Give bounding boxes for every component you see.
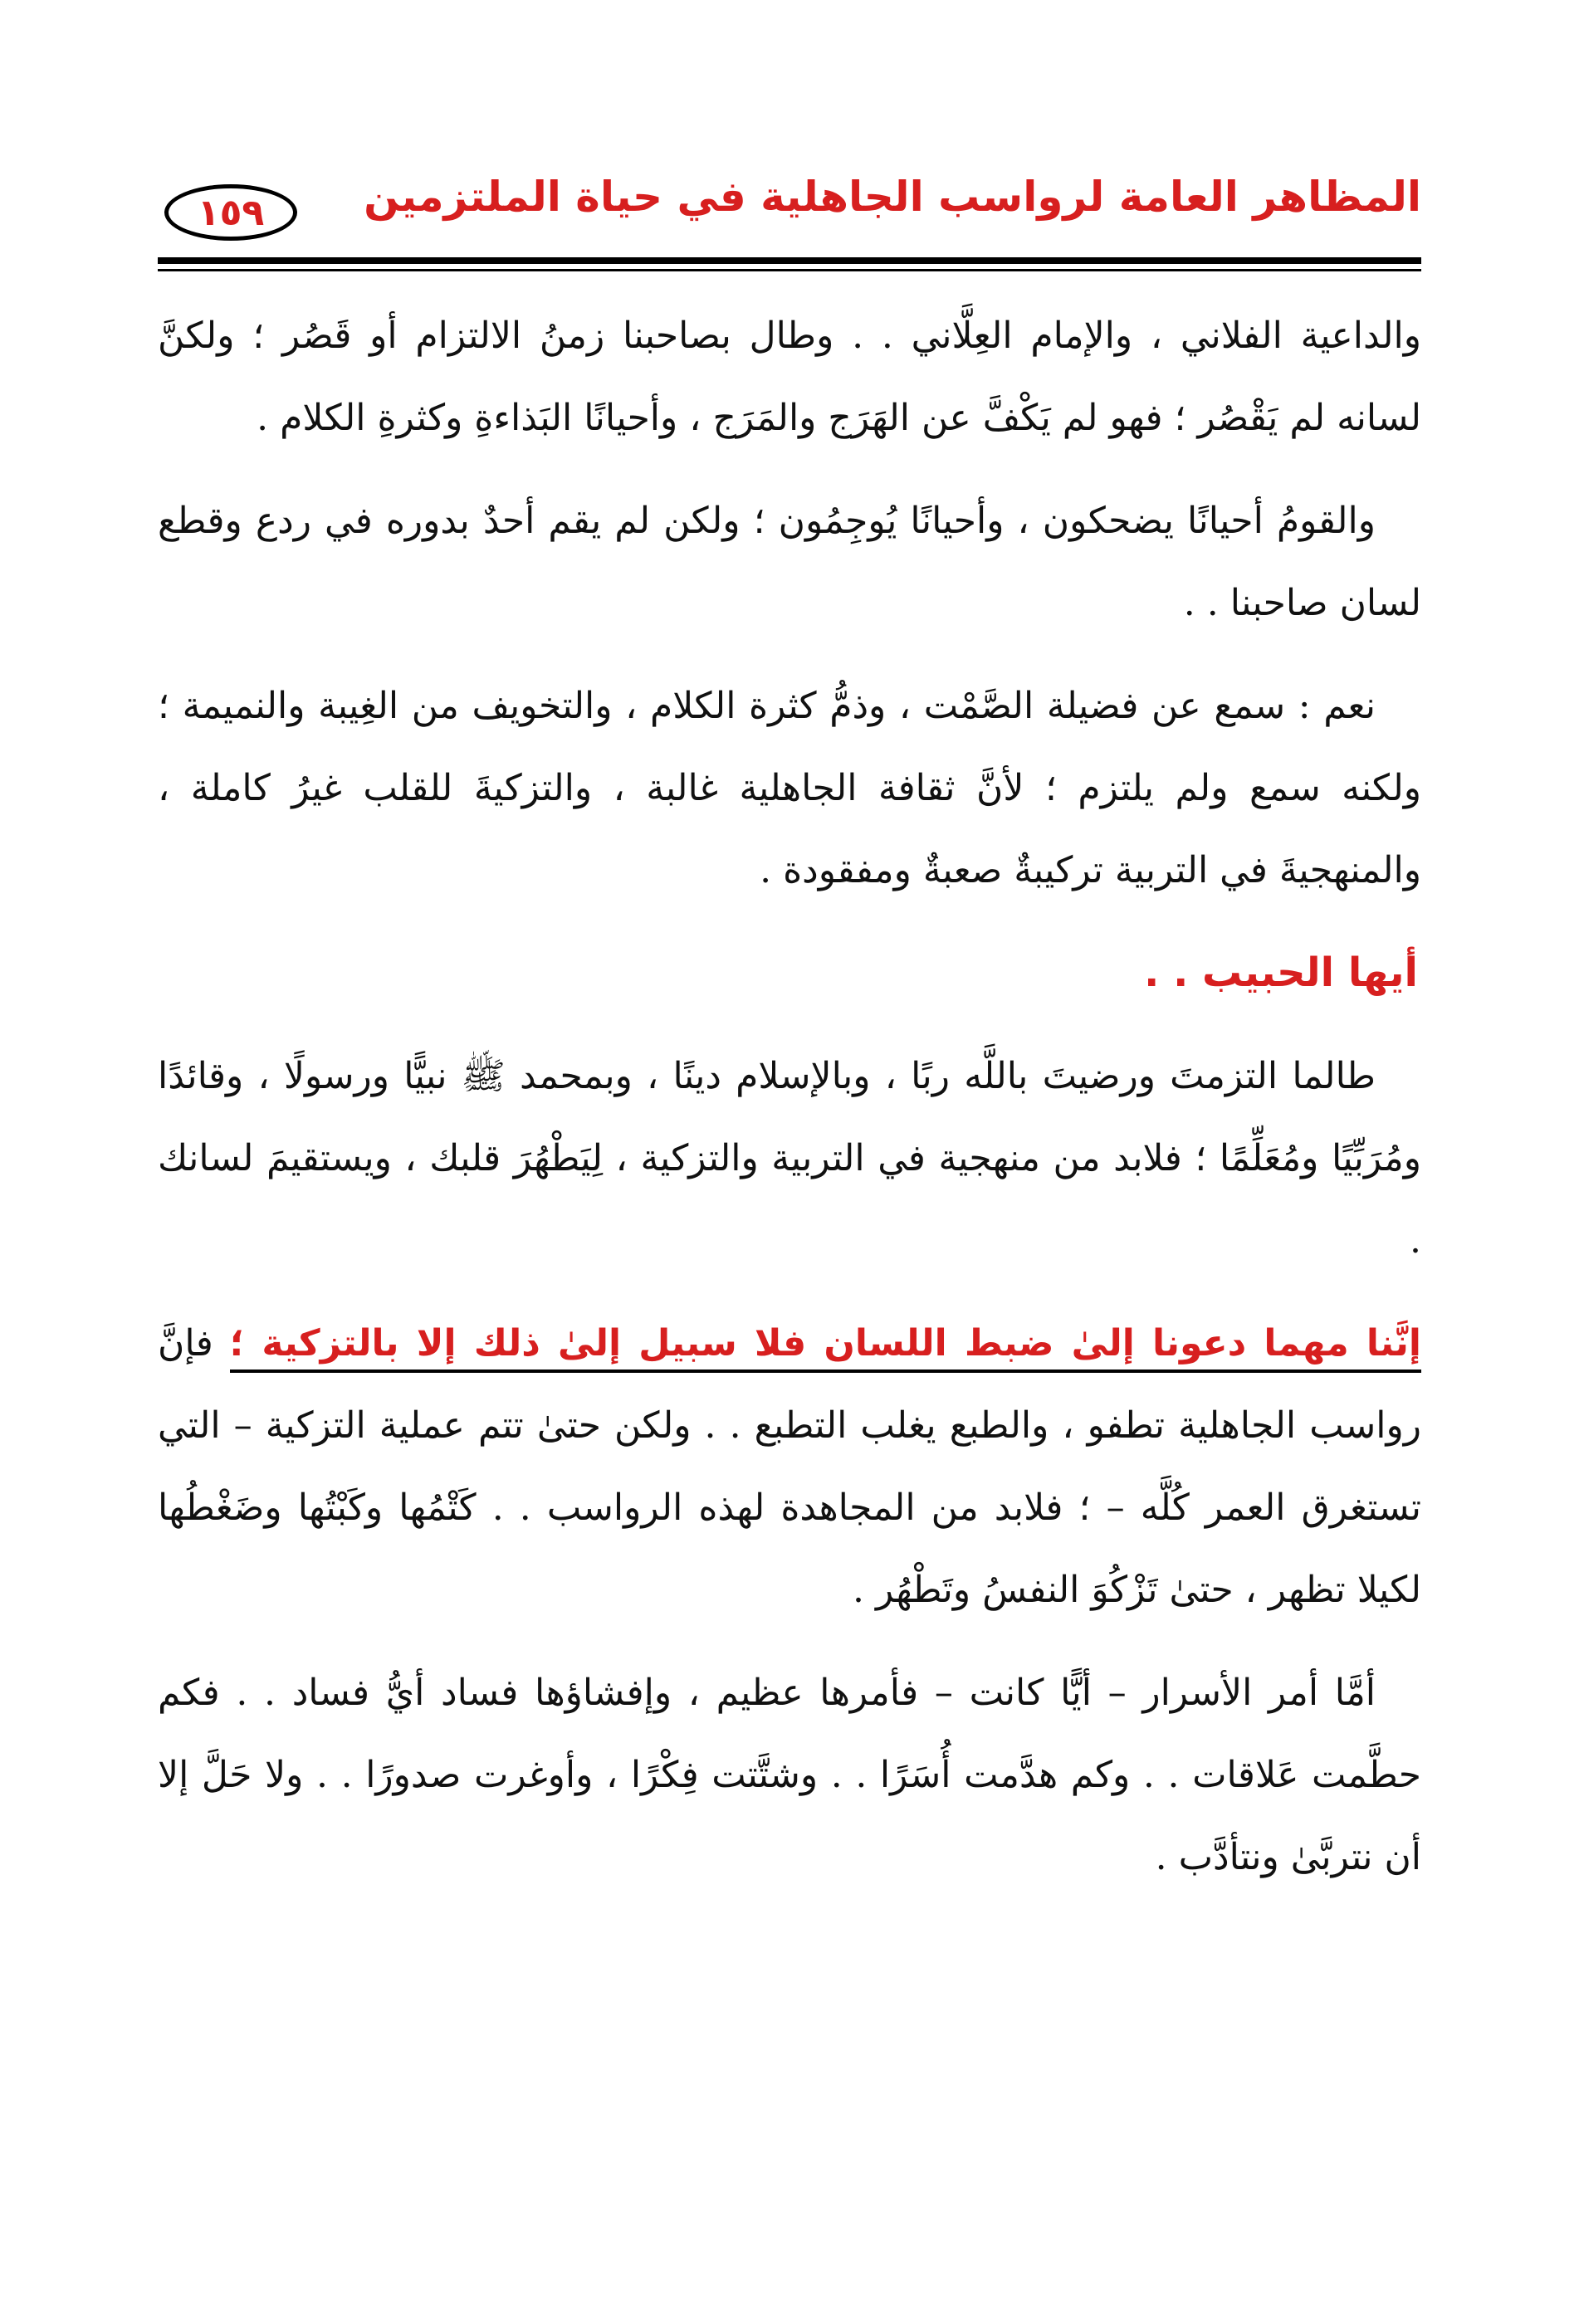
paragraph-6: أمَّا أمر الأسرار – أيًّا كانت – فأمرها عظيم ، وإفشاؤها فساد أيُّ فساد . . فكم حطَّمت عَلاقات . . وكم هدَّمت أُسَرًا . . وشتَّتت فِكْرًا ، وأوغرت صدورًا . . ولا حَلَّ إلا أن نتربَّىٰ ونتأدَّب .: [158, 1672, 1421, 1878]
header-rule-thick: [158, 257, 1421, 264]
running-title: المظاهر العامة لرواسب الجاهلية في حياة الملتزمين: [364, 173, 1421, 221]
paragraph-5: [158, 1302, 1421, 1631]
paragraph-5-rest: فإنَّ رواسب الجاهلية تطفو ، والطبع يغلب التطبع . . ولكن حتىٰ تتم عملية التزكية – التي تستغرق العمر كُلَّه – ؛ فلابد من المجاهدة لهذه الرواسب . . كَتْمُها وكَبْتُها وضَغْطُها لكيلا تظهر ، حتىٰ تَزْكُوَ النفسُ وتَطْهُر .: [158, 1322, 1421, 1611]
section-heading: أيها الحبيب . .: [1144, 950, 1418, 996]
paragraph-1: والداعية الفلاني ، والإمام العِلَّاني . . وطال بصاحبنا زمنُ الالتزام أو قَصُر ؛ ولكنَّ لسانه لم يَقْصُر ؛ فهو لم يَكْفَّ عن الهَرَج والمَرَج ، وأحيانًا البَذاءةِ وكثرةِ الكلام .: [158, 315, 1421, 439]
page-header: [158, 166, 1421, 257]
emphasized-sentence: إنَّنا مهما دعونا إلىٰ ضبط اللسان فلا سبيل إلىٰ ذلك إلا بالتزكية ؛: [230, 1322, 1421, 1373]
page-body: [158, 295, 1421, 1919]
paragraph-4: طالما التزمتَ ورضيتَ باللَّه ربًا ، وبالإسلام دينًا ، وبمحمد ﷺ نبيًّا ورسولًا ، وقائدًا ومُرَبِّيًا ومُعَلِّمًا ؛ فلابد من منهجية في التربية والتزكية ، لِيَطْهُرَ قلبك ، ويستقيمَ لسانك .: [158, 1055, 1421, 1262]
paragraph-2: والقومُ أحيانًا يضحكون ، وأحيانًا يُوجِمُون ؛ ولكن لم يقم أحدٌ بدوره في ردع وقطع لسان صاحبنا . .: [158, 500, 1421, 624]
page-number-badge: ١٥٩: [164, 184, 297, 241]
header-rule-thin: [158, 269, 1421, 271]
paragraph-3: نعم : سمع عن فضيلة الصَّمْت ، وذمُّ كثرة الكلام ، والتخويف من الغِيبة والنميمة ؛ ولكنه سمع ولم يلتزم ؛ لأنَّ ثقافة الجاهلية غالبة ، والتزكيةَ للقلب غيرُ كاملة ، والمنهجيةَ في التربية تركيبةٌ صعبةٌ ومفقودة .: [158, 685, 1421, 891]
